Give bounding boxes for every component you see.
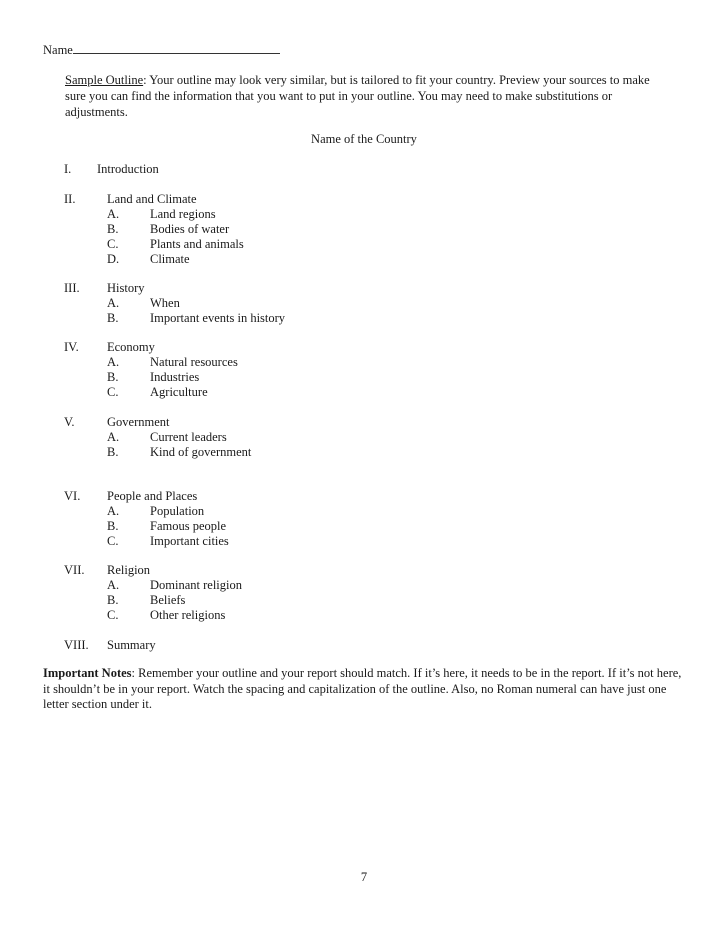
outline-item-text: Important events in history bbox=[150, 311, 286, 325]
outline-numeral: III. bbox=[64, 281, 80, 295]
important-notes bbox=[43, 666, 683, 713]
outline-item-letter: C. bbox=[107, 385, 119, 399]
outline-item-letter: B. bbox=[107, 593, 119, 607]
name-label: Name bbox=[43, 43, 73, 57]
page-number: 7 bbox=[360, 870, 368, 884]
outline-numeral: V. bbox=[64, 415, 75, 429]
outline-numeral: VIII. bbox=[64, 638, 89, 652]
outline-item-text: Current leaders bbox=[150, 430, 227, 444]
outline-item-text: Important cities bbox=[150, 534, 229, 548]
outline-item-text: Climate bbox=[150, 252, 190, 266]
outline-item-text: Land regions bbox=[150, 207, 216, 221]
outline-heading: People and Places bbox=[107, 489, 198, 503]
notes-lead: Important Notes bbox=[43, 666, 132, 680]
outline-item-text: Dominant religion bbox=[150, 578, 242, 592]
country-title: Name of the Country bbox=[311, 132, 417, 146]
outline-item-letter: A. bbox=[107, 578, 120, 592]
outline-item-letter: C. bbox=[107, 608, 119, 622]
outline-item-text: Plants and animals bbox=[150, 237, 244, 251]
outline-heading: Land and Climate bbox=[107, 192, 197, 206]
outline-numeral: IV. bbox=[64, 340, 79, 354]
outline-item-text: Industries bbox=[150, 370, 200, 384]
outline-numeral: VI. bbox=[64, 489, 81, 503]
outline-item-letter: B. bbox=[107, 311, 119, 325]
notes-text: : Remember your outline and your report should match. If it’s here, it needs to be in the report. If it’s not here, it shouldn’t be in your report. Watch the spacing and capitalization of the outline. Also, no Roman numeral can have just one letter section under it. bbox=[43, 666, 682, 711]
outline-numeral: II. bbox=[64, 192, 76, 206]
outline-item-letter: A. bbox=[107, 355, 120, 369]
outline-heading: Introduction bbox=[97, 162, 159, 176]
outline-item-text: Natural resources bbox=[150, 355, 238, 369]
outline-heading: Religion bbox=[107, 563, 151, 577]
outline-heading: History bbox=[107, 281, 145, 295]
outline-item-letter: A. bbox=[107, 430, 120, 444]
outline-item-text: Bodies of water bbox=[150, 222, 230, 236]
outline-numeral: VII. bbox=[64, 563, 85, 577]
outline-item-letter: A. bbox=[107, 296, 120, 310]
outline-heading: Government bbox=[107, 415, 170, 429]
outline-item-text: Beliefs bbox=[150, 593, 186, 607]
outline-heading: Economy bbox=[107, 340, 155, 354]
outline-item-letter: D. bbox=[107, 252, 120, 266]
outline-item-letter: C. bbox=[107, 237, 119, 251]
outline-item-text: Kind of government bbox=[150, 445, 252, 459]
intro-lead: Sample Outline bbox=[65, 73, 144, 87]
outline-item-letter: B. bbox=[107, 222, 119, 236]
outline-item-letter: C. bbox=[107, 534, 119, 548]
outline-item-letter: B. bbox=[107, 519, 119, 533]
outline-item-text: Population bbox=[150, 504, 205, 518]
outline-item-text: When bbox=[150, 296, 180, 310]
outline-item-letter: A. bbox=[107, 207, 120, 221]
outline-item-letter: B. bbox=[107, 445, 119, 459]
outline-numeral: I. bbox=[64, 162, 72, 176]
intro-text: : Your outline may look very similar, but is tailored to fit your country. Preview your sources to make sure you can find the information that you want to put in your outline. You may need to make substitutions or adjustments. bbox=[65, 73, 650, 119]
outline-item-letter: B. bbox=[107, 370, 119, 384]
outline-item-text: Agriculture bbox=[150, 385, 208, 399]
outline-item-letter: A. bbox=[107, 504, 120, 518]
outline-heading: Summary bbox=[107, 638, 156, 652]
outline-item-text: Other religions bbox=[150, 608, 226, 622]
outline-item-text: Famous people bbox=[150, 519, 227, 533]
